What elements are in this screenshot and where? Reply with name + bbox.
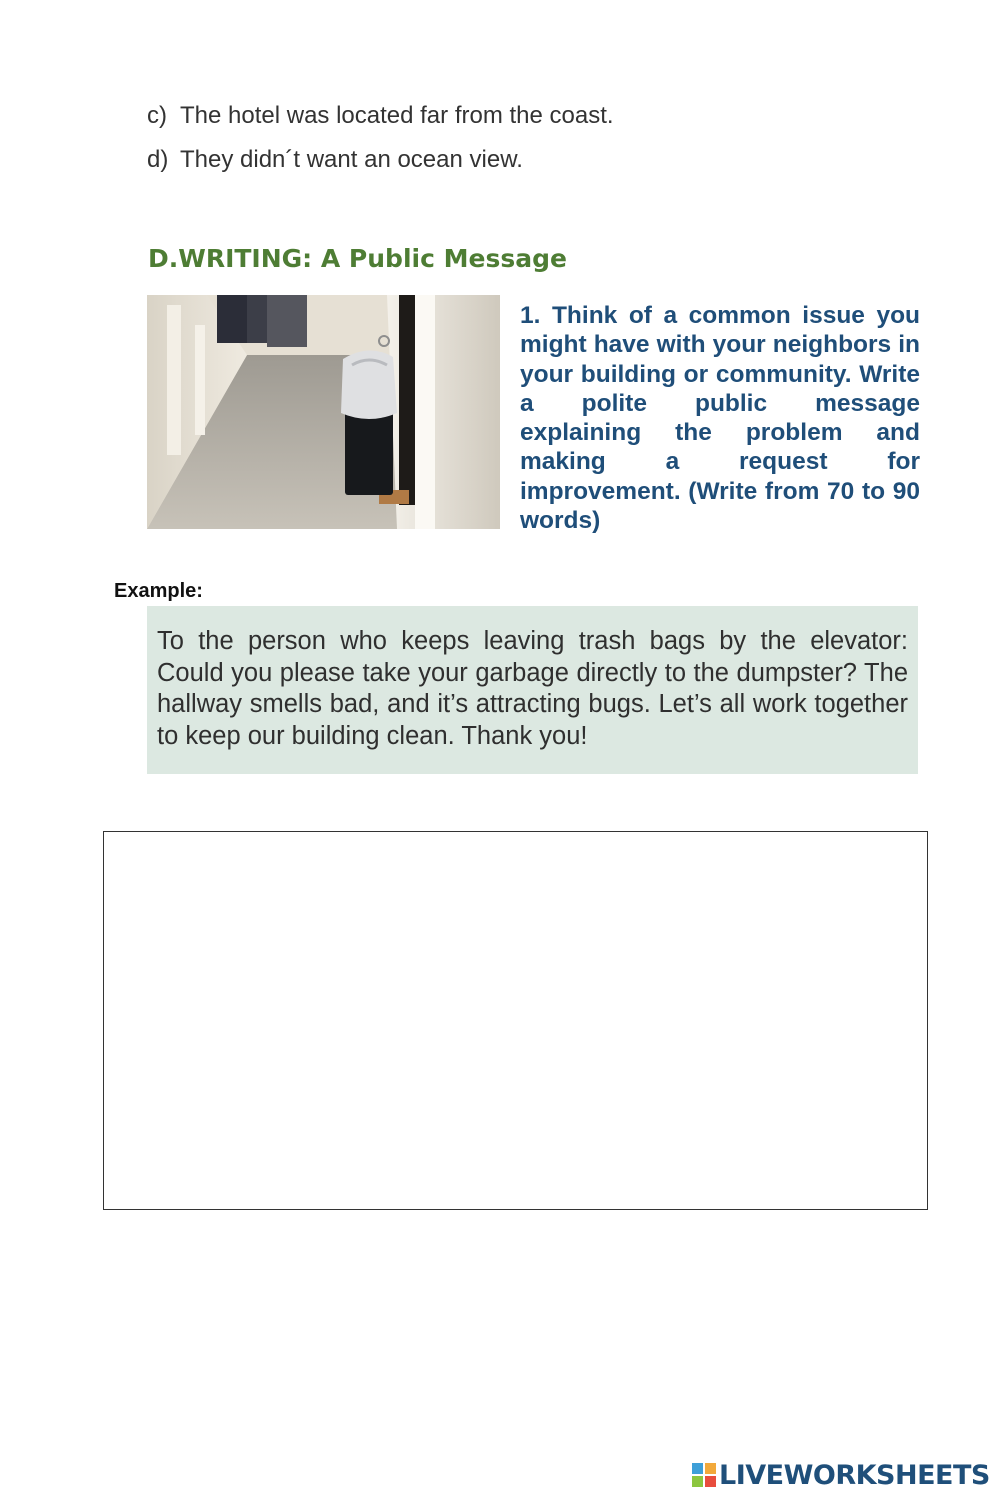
option-text: The hotel was located far from the coast. [180,102,614,129]
liveworksheets-logo [692,1459,990,1491]
hallway-photo [147,295,500,529]
logo-text: LIVEWORKSHEETS [719,1459,990,1491]
option-letter: c) [147,102,167,129]
example-box [147,606,918,774]
logo-icon [692,1463,716,1487]
answer-option-c [147,102,614,130]
option-text: They didn´t want an ocean view. [180,146,523,173]
answer-text-area[interactable] [103,831,928,1210]
section-heading: D.WRITING: A Public Message [148,244,567,273]
example-label: Example: [114,580,203,602]
option-letter: d) [147,146,169,173]
answer-option-d [147,146,523,174]
example-text: To the person who keeps leaving trash bags by the elevator: Could you please take your garbage directly to the dumpster? The hallway smells bad, and it’s attracting bugs. Let’s all work together to keep our building clean. Thank you! [157,627,908,750]
writing-instruction: 1. Think of a common issue you might have with your neighbors in your building or community. Write a polite public message explaining the problem and making a request for improvement. (Write from 70 to 90 words) [520,302,920,535]
